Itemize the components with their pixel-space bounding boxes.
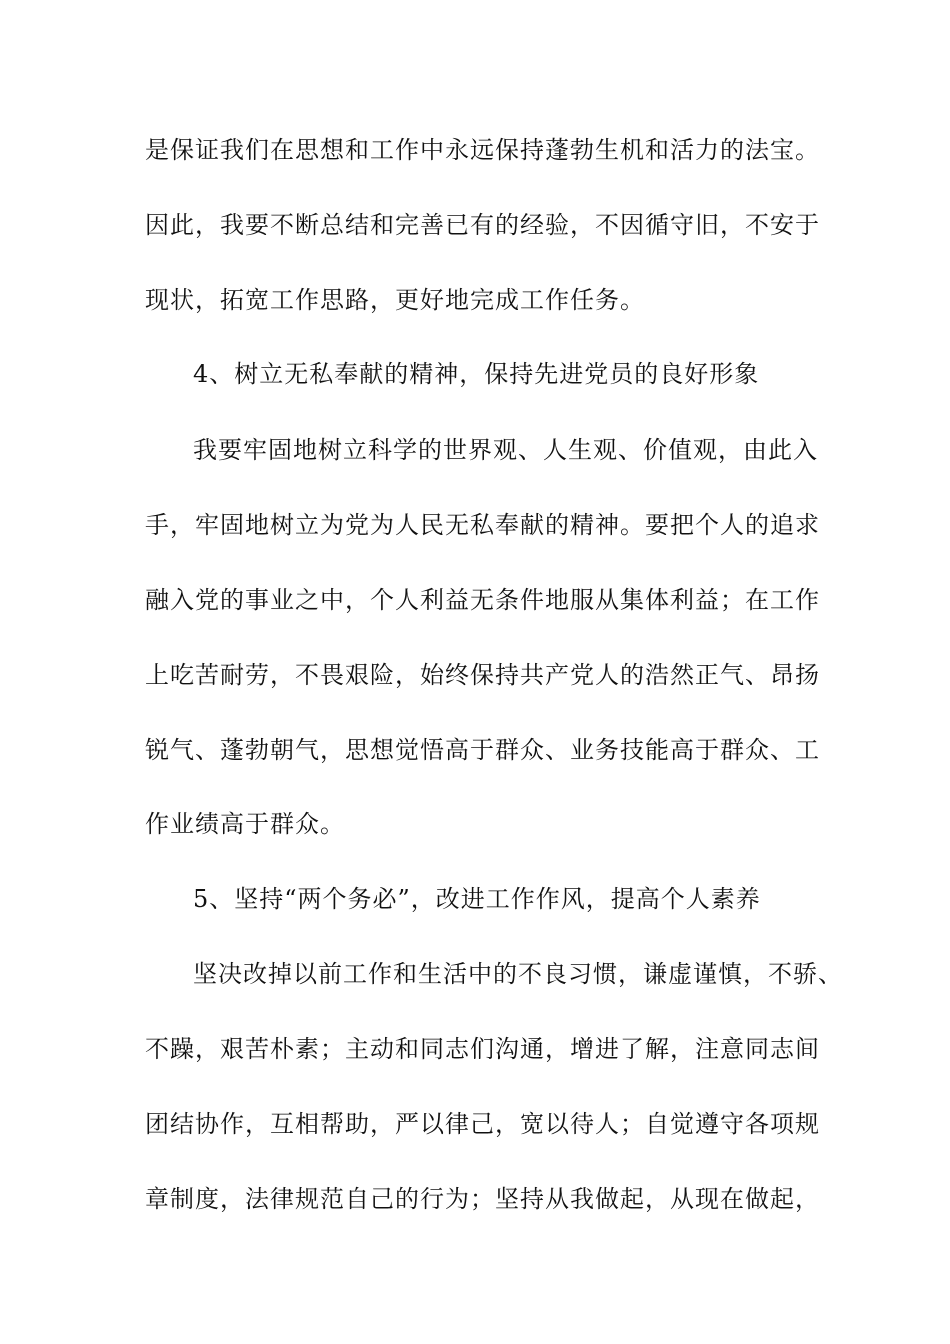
body-text-line: 上吃苦耐劳，不畏艰险，始终保持共产党人的浩然正气、昂扬 <box>145 661 820 689</box>
body-text-line: 团结协作，互相帮助，严以律己，宽以待人；自觉遵守各项规 <box>145 1110 820 1138</box>
body-text-line: 手，牢固地树立为党为人民无私奉献的精神。要把个人的追求 <box>145 511 820 539</box>
body-text-line: 我要牢固地树立科学的世界观、人生观、价值观，由此入 <box>193 436 818 464</box>
body-text-line: 因此，我要不断总结和完善已有的经验，不因循守旧，不安于 <box>145 211 820 239</box>
body-text-line: 现状，拓宽工作思路，更好地完成工作任务。 <box>145 286 645 314</box>
body-text-line: 作业绩高于群众。 <box>145 810 345 838</box>
body-text-line: 融入党的事业之中，个人利益无条件地服从集体利益；在工作 <box>145 586 820 614</box>
body-text-line: 章制度，法律规范自己的行为；坚持从我做起，从现在做起， <box>145 1185 820 1213</box>
body-text-line: 坚决改掉以前工作和生活中的不良习惯，谦虚谨慎，不骄、 <box>193 960 843 988</box>
body-text-line: 锐气、蓬勃朝气，思想觉悟高于群众、业务技能高于群众、工 <box>145 736 820 764</box>
body-text-line: 不躁，艰苦朴素；主动和同志们沟通，增进了解，注意同志间 <box>145 1035 820 1063</box>
section-heading: 5、坚持“两个务必”，改进工作作风，提高个人素养 <box>193 885 761 913</box>
section-heading: 4、树立无私奉献的精神，保持先进党员的良好形象 <box>193 360 760 388</box>
body-text-line: 是保证我们在思想和工作中永远保持蓬勃生机和活力的法宝。 <box>145 136 820 164</box>
